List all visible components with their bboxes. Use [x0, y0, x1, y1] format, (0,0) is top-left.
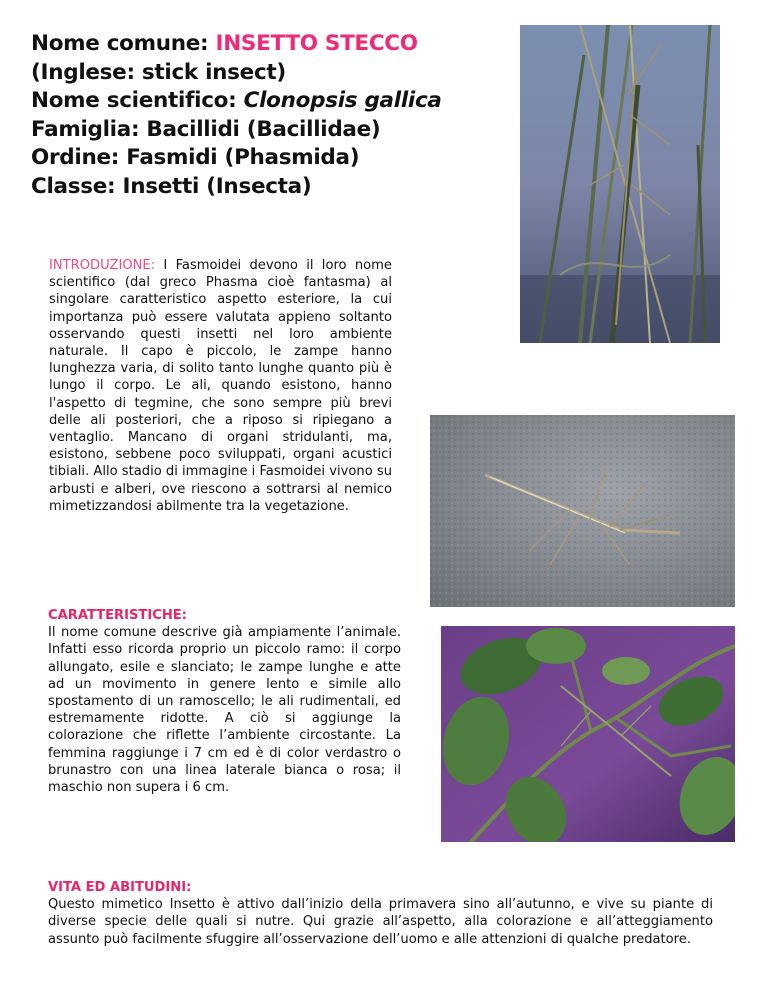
intro-heading: INTRODUZIONE: — [49, 258, 156, 273]
vita-section — [48, 879, 713, 948]
vita-heading: VITA ED ABITUDINI: — [48, 880, 192, 895]
scientific-name-value: Clonopsis gallica — [243, 88, 442, 113]
intro-paragraph — [49, 257, 392, 515]
scientific-name-label: Nome scientifico: — [31, 88, 244, 113]
common-name-line — [31, 30, 501, 59]
intro-section — [49, 257, 392, 515]
caratteristiche-text: Il nome comune descrive già ampiamente l’animale. Infatti esso ricorda proprio un piccolo ramo: il corpo allungato, esile e slanciato; le zampe lunghe e atte ad un movimento in genere lento e simile allo spostamento di un ramoscello; le ali rudimentali, ed estremamente ridotte. A ciò si aggiunge la colorazione che riflette l’ambiente circostante. La femmina raggiunge i 7 cm ed è di color verdastro o brunastro con una linea laterale bianca o rosa; il maschio non supera i 6 cm. — [48, 625, 401, 796]
intro-text: I Fasmoidei devono il loro nome scientifico (dal greco Phasma cioè fantasma) al singolare caratteristico aspetto esteriore, la cui importanza può essere valutata appieno soltanto osservando questi insetti nel loro ambiente naturale. Il capo è piccolo, le zampe hanno lunghezza varia, di solito tanto lunghe quanto più è lungo il corpo. Le ali, quando esistono, hanno l'aspetto di tegmine, che sono sempre più brevi delle ali posteriori, che a riposo si ripiegano a ventaglio. Mancano di organi stridulanti, ma, esistono, sebbene poco sviluppati, organi acustici tibiali. Allo stadio di immagine i Fasmoidei vivono su arbusti e alberi, ove riescono a sottrarsi al nemico mimetizzandosi abilmente tra la vegetazione. — [49, 258, 392, 514]
english-name-line: (Inglese: stick insect) — [31, 59, 286, 85]
photo-insect-on-grass — [520, 25, 720, 343]
scientific-name-line — [31, 87, 501, 116]
photo-insect-on-ground — [430, 415, 735, 607]
common-name-label: Nome comune: — [31, 31, 216, 56]
species-header — [31, 30, 501, 201]
common-name-value: INSETTO STECCO — [215, 31, 418, 56]
caratteristiche-heading: CARATTERISTICHE: — [48, 608, 187, 623]
family-line: Famiglia: Bacillidi (Bacillidae) — [31, 116, 381, 142]
order-line: Ordine: Fasmidi (Phasmida) — [31, 145, 360, 170]
vita-text: Questo mimetico Insetto è attivo dall’inizio della primavera sino all’autunno, e vive su piante di diverse specie delle quali si nutre. Qui grazie all’aspetto, alla colorazione e all’atteggiamento assunto può facilmente sfuggire all’osservazione dell’uomo e alle attenzioni di qualche predatore. — [48, 897, 713, 947]
caratteristiche-section — [48, 607, 401, 796]
photo-insect-on-branch — [441, 626, 735, 842]
class-line: Classe: Insetti (Insecta) — [31, 173, 312, 199]
